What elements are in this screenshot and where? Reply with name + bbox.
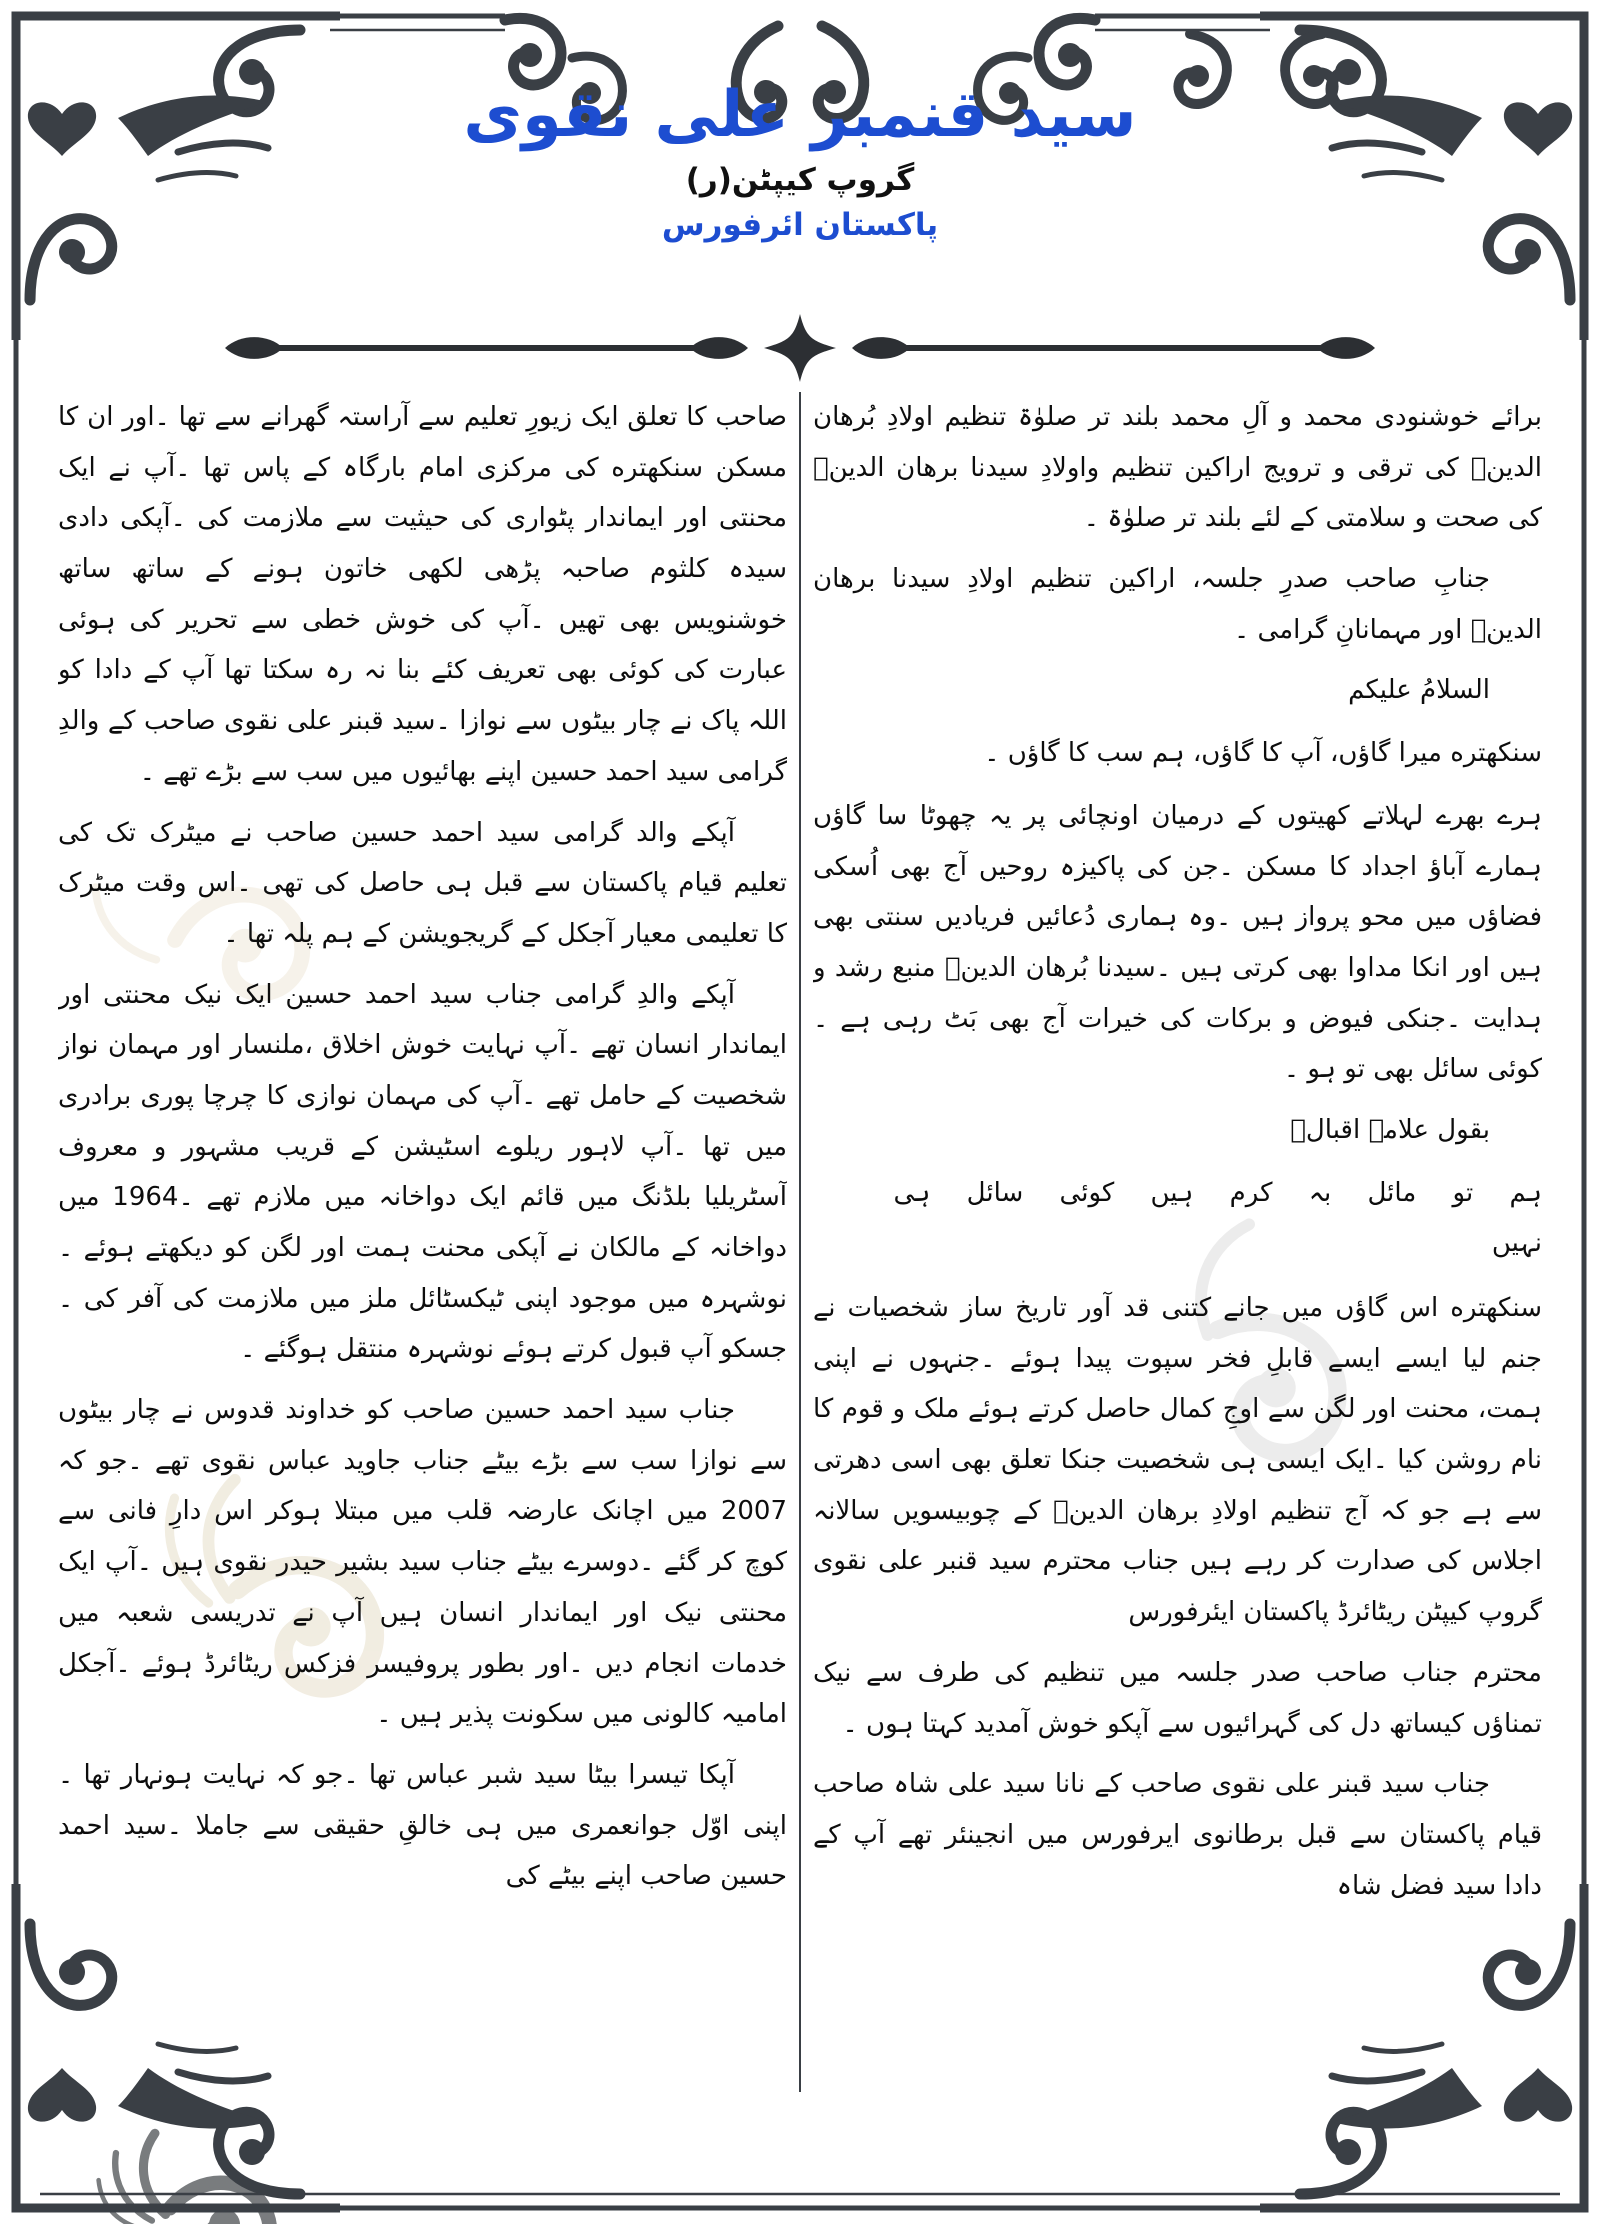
paragraph: آپکے والد گرامی سید احمد حسین صاحب نے میٹرک تک کی تعلیم قیام پاکستان سے قبل ہی حاصل کی تھی ۔اس وقت میٹرک کا تعلیمی معیار آجکل کے گریجویشن کے ہم پلہ تھا ۔ (58, 817, 787, 949)
article-body (58, 392, 1542, 2098)
column-right (813, 392, 1542, 2098)
column-left (58, 392, 787, 2098)
paragraph: سنکھتره میرا گاؤں، آپ کا گاؤں، ہم سب کا گاؤں ۔ (984, 738, 1542, 769)
paragraph: جنابِ صاحب صدرِ جلسہ، اراکین تنظیم اولادِ سیدنا برھان الدینؒ اور مہمانانِ گرامی ۔ (813, 564, 1542, 645)
paragraph: السلامُ علیکم (1348, 675, 1490, 706)
paragraph: آپکا تیسرا بیٹا سید شبر عباس تھا ۔جو کہ نہایت ہونہار تھا ۔اپنی اوّل جوانعمری میں ہی خالقِ حقیقی سے جاملا ۔سید احمد حسین صاحب اپنے بیٹے کی (58, 1759, 787, 1892)
paragraph: جناب سید احمد حسین صاحب کو خداوند قدوس نے چار بیٹوں سے نوازا سب سے بڑے بیٹے جناب جاوید عباس نقوی تھے ۔جو کہ 2007 میں اچانک عارضہ قلب میں مبتلا ہوکر اس دارِ فانی سے کوچ کر گئے ۔دوسرے بیٹے جناب سید بشیر حیدر نقوی ہیں ۔آپ ایک محنتی نیک اور ایماندار انسان ہیں آپ نے تدریسی شعبہ میں خدمات انجام دیں ۔اور بطور پروفیسر فزکس ریٹائرڈ ہوئے ۔آجکل امامیہ کالونی میں سکونت پذیر ہیں ۔ (58, 1395, 787, 1730)
article-header (0, 72, 1600, 248)
paragraph: برائے خوشنودی محمد و آلِ محمد بلند تر صلوٰۃ تنظیم اولادِ بُرھان الدینؒ کی ترقی و ترویج اراکین تنظیم واولادِ سیدنا برھان الدینؒ کی صحت و سلامتی کے لئے بلند تر صلوٰۃ ۔ (813, 402, 1542, 534)
article-title: سید قنمبر علی نقوی (463, 78, 1137, 152)
paragraph: جناب سید قبنر علی نقوی صاحب کے نانا سید علی شاہ صاحب قیام پاکستان سے قبل برطانوی ایرفورس میں انجینئر تھے آپ کے دادا سید فضل شاہ (813, 1769, 1542, 1901)
four-point-star-icon (764, 314, 836, 382)
article-rank: گروپ کیپٹن(ر) (685, 162, 915, 199)
paragraph: ہرے بھرے لہلاتے کھیتوں کے درمیان اونچائی پر یہ چھوٹا سا گاؤں ہمارے آباؤ اجداد کا مسکن ۔جن کی پاکیزہ روحیں آج بھی اُسکی فضاؤں میں محو پرواز ہیں ۔وہ ہماری دُعائیں فریادیں سنتی بھی ہیں اور انکا مداوا بھی کرتی ہیں ۔سیدنا بُرھان الدینؒ منبع رشد و ہدایت ۔جنکی فیوض و برکات کی خیرات آج بھی بَٹ رہی ہے ۔کوئی سائل بھی تو ہو ۔ (813, 800, 1542, 1085)
paragraph: آپکے والدِ گرامی جناب سید احمد حسین ایک نیک محنتی اور ایماندار انسان تھے ۔آپ نہایت خوش اخلاق ،ملنسار اور مہمان نواز شخصیت کے حامل تھے ۔آپ کی مہمان نوازی کا چرچا پوری برادری میں تھا ۔آپ لاہور ریلوے اسٹیشن کے قریب مشہور و معروف آسٹریلیا بلڈنگ میں قائم ایک دواخانہ میں ملازم تھے ۔1964 میں دواخانہ کے مالکان نے آپکی محنت ہمت اور لگن کو دیکھتے ہوئے ۔نوشہرہ میں موجود اپنی ٹیکسٹائل ملز میں ملازمت کی آفر کی ۔جسکو آپ قبول کرتے ہوئے نوشہرہ منتقل ہوگئے ۔ (58, 979, 787, 1365)
paragraph: بقول علامہ اقبالؒ (1290, 1114, 1490, 1145)
title-divider (0, 310, 1600, 390)
column-divider-line (799, 392, 801, 2092)
article-organization: پاکستان ائرفورس (661, 207, 939, 244)
paragraph: سنکھتره اس گاؤں میں جانے کتنی قد آور تاریخ ساز شخصیات نے جنم لیا ایسے ایسے قابلِ فخر سپوت پیدا ہوئے ۔جنہوں نے اپنی ہمت، محنت اور لگن سے اوجِ کمال حاصل کرتے ہوئے ملک و قوم کا نام روشن کیا ۔ایک ایسی ہی شخصیت جنکا تعلق بھی اسی دھرتی سے ہے جو کہ آج تنظیم اولادِ برھان الدینؒ کے چوبیسویں سالانہ اجلاس کی صدارت کر رہے ہیں جناب محترم سید قنبر علی نقوی گروپ کیپٹن ریٹائرڈ پاکستان ایئرفورس (813, 1293, 1542, 1628)
paragraph: صاحب کا تعلق ایک زیورِ تعلیم سے آراستہ گھرانے سے تھا ۔اور ان کا مسکن سنکھتره کی مرکزی امام بارگاہ کے پاس تھا ۔آپ نے ایک محنتی اور ایماندار پٹواری کی حیثیت سے ملازمت کی ۔آپکی دادی سیدہ کلثوم صاحبہ پڑھی لکھی خاتون ہونے کے ساتھ ساتھ خوشنویس بھی تھیں ۔آپ کی خوش خطی سے تحریر کی ہوئی عبارت کی کوئی بھی تعریف کئے بنا نہ رہ سکتا تھا آپ کے دادا کو اللہ پاک نے چار بیٹوں سے نوازا ۔سید قبنر علی نقوی صاحب کے والدِ گرامی سید احمد حسین اپنے بھائیوں میں سب سے بڑے تھے ۔ (58, 402, 787, 787)
verse-line: ہم تو مائل بہ کرم ہیں کوئی سائل ہی نہیں (893, 1177, 1542, 1259)
paragraph: محترم جناب صاحب صدر جلسہ میں تنظیم کی طرف سے نیک تمناؤں کیساتھ دل کی گہرائیوں سے آپکو خوش آمدید کہتا ہوں ۔ (813, 1657, 1542, 1739)
